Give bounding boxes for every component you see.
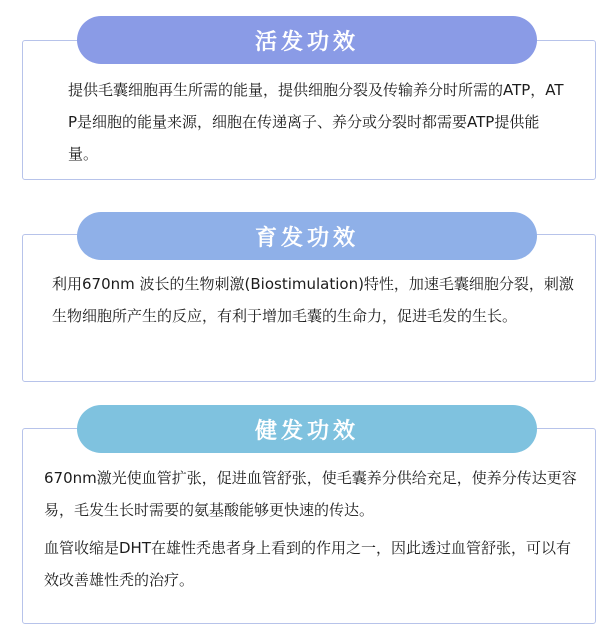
section-3-paragraph-2: 血管收缩是DHT在雄性秃患者身上看到的作用之一，因此透过血管舒张，可以有效改善雄性秃的治疗。 — [44, 539, 571, 589]
section-text-3 — [44, 462, 580, 596]
section-title-2: 育发功效 — [77, 212, 537, 260]
section-title-1: 活发功效 — [77, 16, 537, 64]
section-3-paragraph-1: 670nm激光使血管扩张，促进血管舒张，使毛囊养分供给充足，使养分传达更容易，毛发生长时需要的氨基酸能够更快速的传达。 — [44, 469, 577, 519]
section-1-paragraph-1: 提供毛囊细胞再生所需的能量，提供细胞分裂及传输养分时所需的ATP，ATP是细胞的能量来源，细胞在传递离子、养分或分裂时都需要ATP提供能量。 — [68, 81, 564, 163]
section-2-paragraph-1: 利用670nm 波长的生物刺激(Biostimulation)特性，加速毛囊细胞分裂，刺激生物细胞所产生的反应，有利于增加毛囊的生命力，促进毛发的生长。 — [52, 275, 574, 325]
section-text-1 — [68, 74, 568, 170]
section-title-3: 健发功效 — [77, 405, 537, 453]
section-text-2 — [52, 268, 580, 332]
